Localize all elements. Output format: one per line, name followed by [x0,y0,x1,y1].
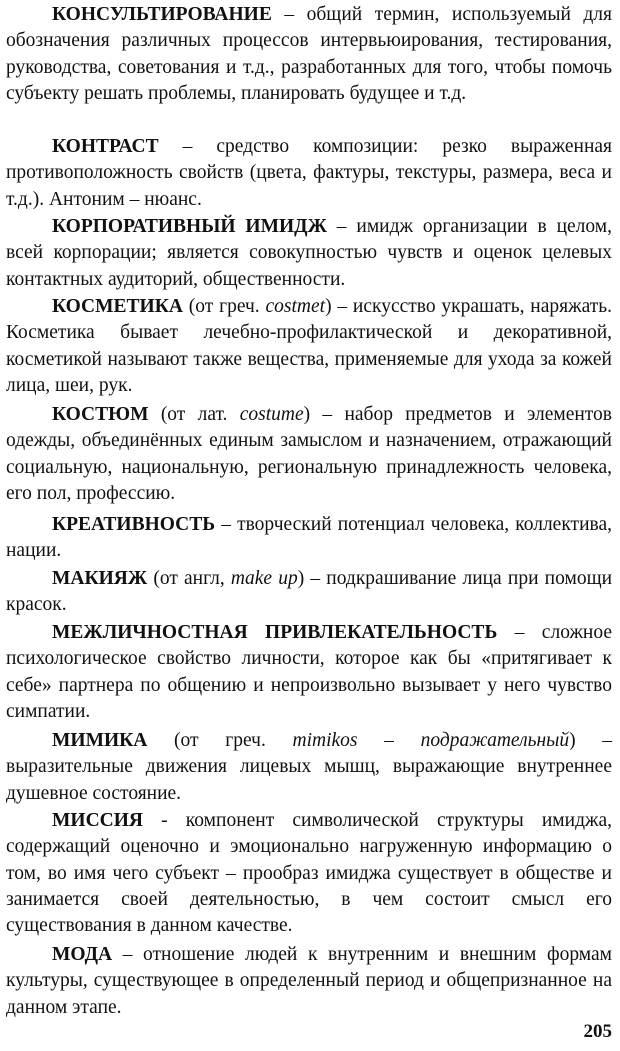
entry-definition: ) – набор предметов и элементов одежды, объединённых единым замыслом и назначением, отражающий социальную, национальную, региональную принадлежность человека, его пол, профессию. [6,404,613,504]
entry-konsultirovanie [6,2,612,107]
entry-term: МОДА [52,944,113,965]
entry-definition: ) – выразительные движения лицевых мышц, выражающие внутреннее душевное состояние. [6,730,613,804]
entry-term: КРЕАТИВНОСТЬ [52,514,216,535]
entry-etymology-prefix: (от греч. [188,296,260,317]
entry-term: КОНТРАСТ [52,136,159,157]
entry-etymology-word: make up [230,568,298,589]
entry-mezhlichnostnaya-privlekatelnost [6,620,612,725]
entry-kreativnost [6,512,612,565]
entry-etymology-word: costume [239,404,304,425]
entry-definition: ) – искусство украшать, наряжать. Косметика бывает лечебно-профилактической и декоративной, косметикой называют также вещества, применяемые для ухода за кожей лица, шеи, рук. [6,296,613,396]
entry-moda [6,942,612,1021]
entry-etymology-prefix: (от англ, [153,568,225,589]
entry-makiyazh [6,566,612,619]
entry-korporativnyi-imidzh [6,214,612,293]
entry-term: КОСМЕТИКА [52,296,183,317]
entry-term: КОНСУЛЬТИРОВАНИЕ [52,4,272,25]
entry-definition: – средство композиции: резко выраженная противоположность свойств (цвета, фактуры, текстуры, размера, веса и т.д.). Антоним – нюанс. [6,136,612,210]
entry-missiya [6,808,612,939]
entry-definition: ) – подкрашивание лица при помощи красок. [6,568,613,616]
entry-term: КОРПОРАТИВНЫЙ ИМИДЖ [52,216,327,237]
entry-definition: – отношение людей к внутренним и внешним формам культуры, существующее в определенный период и общепризнанное на данном этапе. [6,944,612,1018]
entry-etymology-word: costmet [265,296,326,317]
entry-term: МИССИЯ [52,810,143,831]
entry-etymology-word: mimikos – подражательный [292,730,570,751]
entry-kontrast [6,134,612,213]
entry-term: МАКИЯЖ [52,568,148,589]
entry-term: МИМИКА [52,730,148,751]
entry-definition: – творческий потенциал человека, коллектива, нации. [6,514,612,562]
entry-etymology-prefix: (от лат. [160,404,228,425]
entry-mimika [6,728,612,807]
entry-term: КОСТЮМ [52,404,149,425]
entry-term: МЕЖЛИЧНОСТНАЯ ПРИВЛЕКАТЕЛЬНОСТЬ [52,622,498,643]
page-number: 205 [583,1021,612,1042]
entry-definition: – имидж организации в целом, всей корпорации; является совокупностью чувств и оценок целевых контактных аудиторий, общественности. [6,216,613,290]
entry-etymology-prefix: (от греч. [174,730,266,751]
entry-definition: - компонент символической структуры имиджа, содержащий оценочно и эмоционально нагруженную информацию о том, во имя чего субъект – прообраз имиджа существует в обществе и занимается своей деятельностью, в чем состоит смысл его существования в данном качестве. [6,810,612,937]
entry-definition: – общий термин, используемый для обозначения различных процессов интервьюирования, тестирования, руководства, советования и т.д., разработанных для того, чтобы помочь субъекту решать проблемы, планировать будущее и т.д. [6,4,613,104]
entry-definition: – сложное психологическое свойство личности, которое как бы «притягивает к себе» партнера по общению и непроизвольно вызывает у него чувство симпатии. [6,622,613,722]
entry-kosmetika [6,294,612,399]
entry-kostyum [6,402,612,507]
